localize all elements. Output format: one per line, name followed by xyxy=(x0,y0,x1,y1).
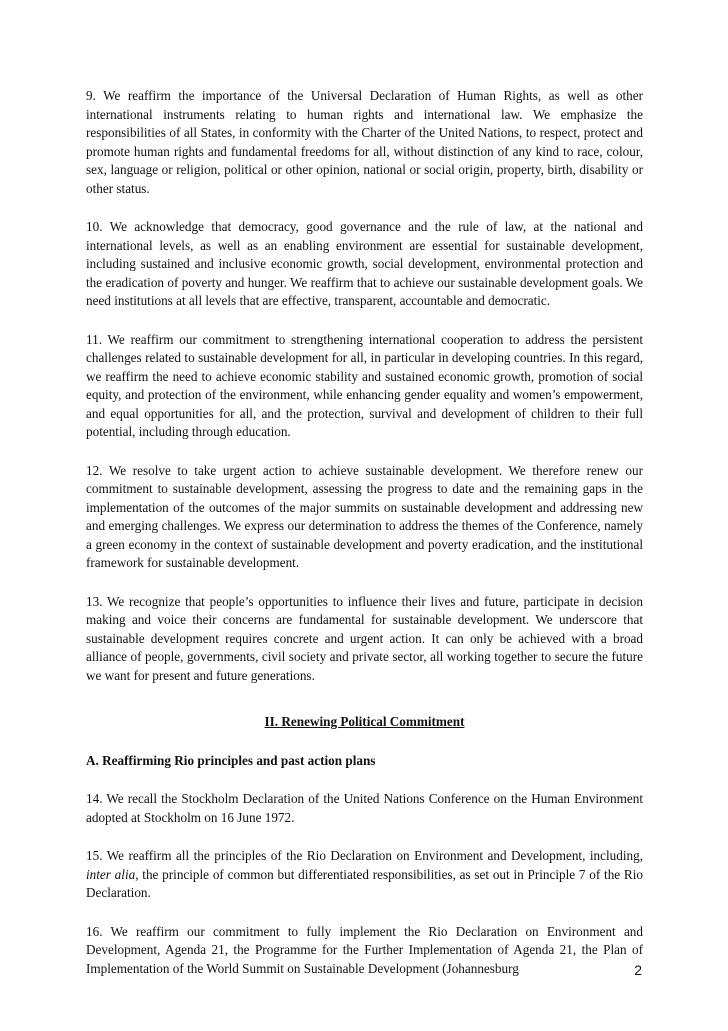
subsection-heading: A. Reaffirming Rio principles and past action plans xyxy=(86,752,376,768)
paragraph-14: 14. We recall the Stockholm Declaration of the United Nations Conference on the Human Environment adopted at Stockholm on 16 June 1972. xyxy=(86,791,643,825)
paragraph-13: 13. We recognize that people’s opportunities to influence their lives and future, participate in decision making and voice their concerns are fundamental for sustainable development. We underscore that sustainable development requires concrete and urgent action. It can only be achieved with a broad alliance of people, governments, civil society and private sector, all working together to secure the future we want for present and future generations. xyxy=(86,593,643,683)
paragraph-15-text-end: , the principle of common but differentiated responsibilities, as set out in Principle 7 of the Rio Declaration. xyxy=(86,866,643,900)
paragraph-11: 11. We reaffirm our commitment to strengthening international cooperation to address the persistent challenges related to sustainable development for all, in particular in developing countries. In this regard, we reaffirm the need to achieve economic stability and sustained economic growth, promotion of social equity, and protection of the environment, while enhancing gender equality and women’s empowerment, and equal opportunities for all, and the protection, survival and development of children to their full potential, including through education. xyxy=(86,331,643,439)
paragraph-12: 12. We resolve to take urgent action to achieve sustainable development. We therefore renew our commitment to sustainable development, assessing the progress to date and the remaining gaps in the implementation of the outcomes of the major summits on sustainable development and addressing new and emerging challenges. We express our determination to address the themes of the Conference, namely a green economy in the context of sustainable development and poverty eradication, and the institutional framework for sustainable development. xyxy=(86,462,643,570)
paragraph-15-italic: inter alia xyxy=(86,866,136,882)
section-heading: II. Renewing Political Commitment xyxy=(264,714,465,729)
paragraph-9: 9. We reaffirm the importance of the Universal Declaration of Human Rights, as well as other international instruments relating to human rights and international law. We emphasize the responsibilities of all States, in conformity with the Charter of the United Nations, to respect, protect and promote human rights and fundamental freedoms for all, without distinction of any kind to race, colour, sex, language or religion, political or other opinion, national or social origin, property, birth, disability or other status. xyxy=(86,88,643,196)
page-body xyxy=(86,87,643,998)
paragraph-16: 16. We reaffirm our commitment to fully implement the Rio Declaration on Environment and Development, Agenda 21, the Programme for the Further Implementation of Agenda 21, the Plan of Implementation of the World Summit on Sustainable Development (Johannesburg xyxy=(86,923,643,976)
page-number: 2 xyxy=(634,962,642,978)
paragraph-10: 10. We acknowledge that democracy, good governance and the rule of law, at the national and international levels, as well as an enabling environment are essential for sustainable development, including sustained and inclusive economic growth, social development, environmental protection and the eradication of poverty and hunger. We reaffirm that to achieve our sustainable development goals. We need institutions at all levels that are effective, transparent, accountable and democratic. xyxy=(86,219,643,308)
paragraph-15 xyxy=(86,847,643,903)
paragraph-15-text-start: 15. We reaffirm all the principles of the Rio Declaration on Environment and Development, including, xyxy=(86,848,643,863)
